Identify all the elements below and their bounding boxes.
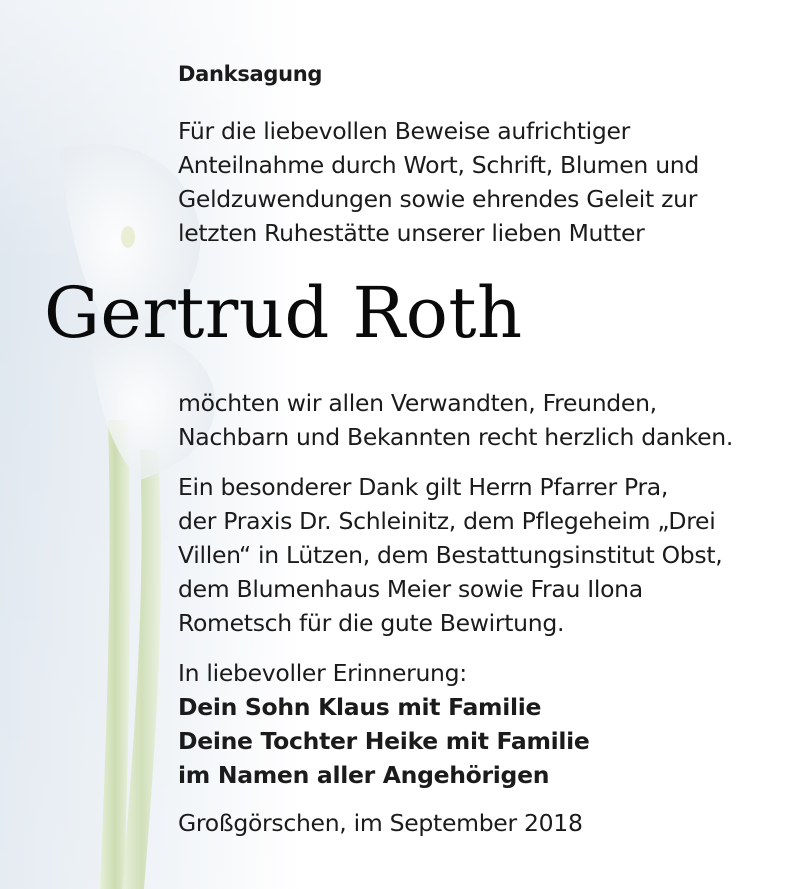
intro-paragraph (178, 114, 788, 250)
text-line: Nachbarn und Bekannten recht herzlich danken. (178, 423, 733, 451)
text-line: Anteilnahme durch Wort, Schrift, Blumen und (178, 151, 700, 179)
family-line: Dein Sohn Klaus mit Familie (178, 693, 542, 721)
special-thanks-paragraph (178, 470, 788, 640)
heading: Danksagung (178, 62, 323, 86)
text-line: letzten Ruhestätte unserer lieben Mutter (178, 219, 645, 247)
text-line: dem Blumenhaus Meier sowie Frau Ilona (178, 575, 643, 603)
text-line: Für die liebevollen Beweise aufrichtiger (178, 117, 630, 145)
thanks-paragraph (178, 386, 788, 454)
text-line: der Praxis Dr. Schleinitz, dem Pflegeheim „Drei (178, 507, 716, 535)
memory-label: In liebevoller Erinnerung: (178, 659, 467, 687)
signature-block (178, 656, 788, 792)
lily-spadix (121, 226, 135, 248)
text-line: möchten wir allen Verwandten, Freunden, (178, 389, 657, 417)
text-line: Ein besonderer Dank gilt Herrn Pfarrer Pra, (178, 473, 669, 501)
text-line: Geldzuwendungen sowie ehrendes Geleit zur (178, 185, 698, 213)
family-line: Deine Tochter Heike mit Familie (178, 727, 590, 755)
family-line: im Namen aller Angehörigen (178, 761, 550, 789)
place-date: Großgörschen, im September 2018 (178, 809, 583, 837)
text-line: Rometsch für die gute Bewirtung. (178, 609, 565, 637)
deceased-name: Gertrud Roth (44, 272, 523, 354)
text-line: Villen“ in Lützen, dem Bestattungsinstitut Obst, (178, 541, 723, 569)
